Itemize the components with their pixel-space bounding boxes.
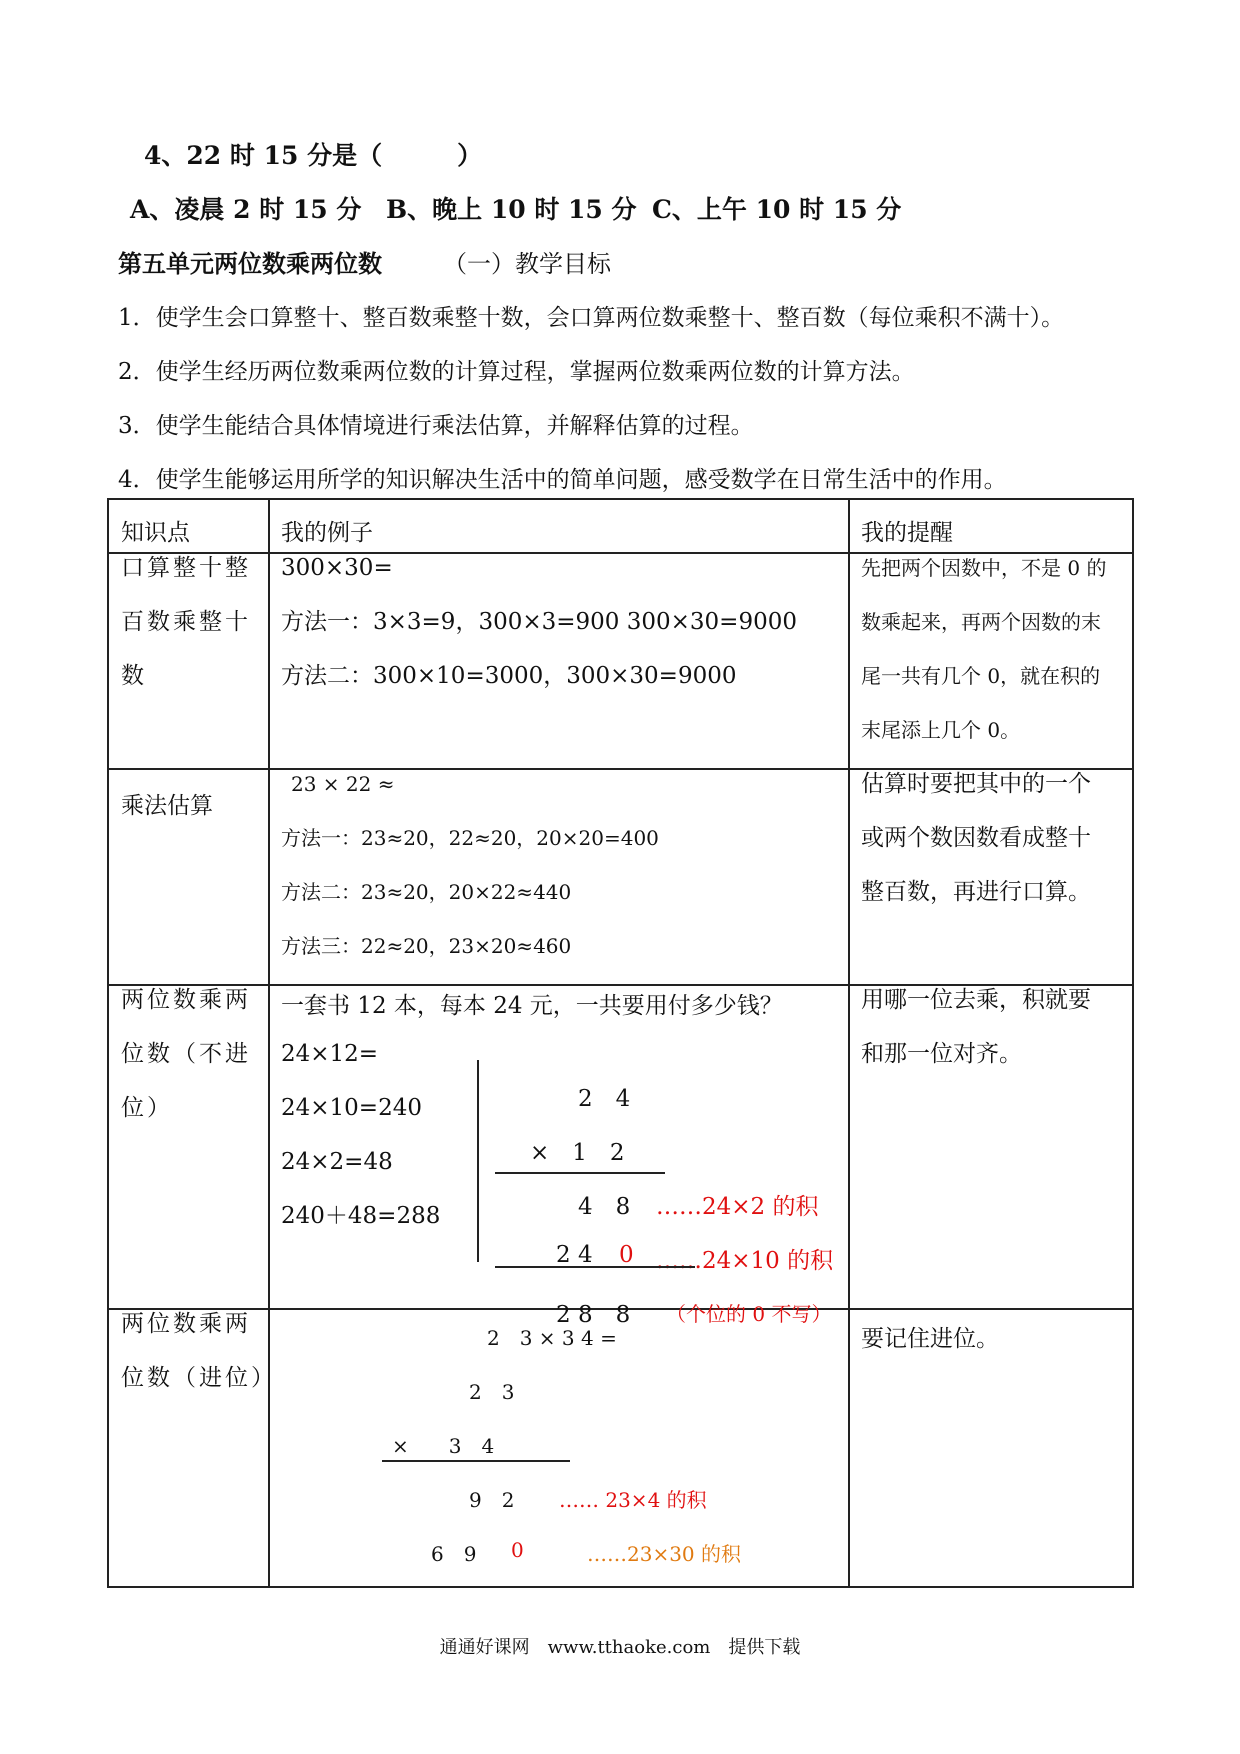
row4-vertical-partial-1: 9 2 (469, 1488, 515, 1512)
objective-3: 3．使学生能结合具体情境进行乘法估算，并解释估算的过程。 (118, 413, 754, 439)
header-example: 我的例子 (281, 520, 373, 546)
unit-title: 第五单元两位数乘两位数 (118, 249, 382, 278)
header-tip: 我的提醒 (861, 520, 953, 546)
row4-vertical-top: 2 3 (469, 1380, 515, 1404)
knowledge-table (107, 498, 1134, 1588)
row2-example: 23 × 22 ≈ 方法一：23≈20，22≈20，20×20=400 方法二：23≈20，20×22≈440 方法三：22≈20，23×20≈460 (281, 772, 659, 958)
row4-expression: 2 3 × 3 4 = (487, 1326, 617, 1350)
row4-note-23x30: ……23×30 的积 (587, 1542, 742, 1566)
option-c: C、上午 10 时 15 分 (652, 195, 902, 224)
vertical-partial-2: 2 4 (556, 1242, 593, 1268)
vertical-zero: 0 (619, 1242, 634, 1268)
row1-topic: 口算整十整 百数乘整十 数 (121, 555, 251, 689)
vertical-partial-1: 4 8 (578, 1194, 631, 1220)
vertical-multiplier: × 1 2 (530, 1140, 625, 1166)
divider-line (477, 1060, 479, 1262)
vertical-rule (495, 1172, 665, 1174)
table-col-divider (848, 500, 850, 1586)
row4-vertical-partial-2: 6 9 (431, 1542, 477, 1566)
row4-vertical-rule (382, 1460, 570, 1462)
option-b: B、晚上 10 时 15 分 (386, 195, 637, 224)
goals-title: （一）教学目标 (443, 250, 611, 278)
row1-example: 300×30= 方法一：3×3=9，300×3=900 300×30=9000 方法二：300×10=3000，300×30=9000 (281, 555, 797, 689)
row3-question: 一套书 12 本，每本 24 元，一共要用付多少钱？ (281, 993, 783, 1019)
question-4-stem: 4、22 时 15 分是（ ） (144, 141, 483, 170)
row3-topic: 两位数乘两 位数（不进 位） (121, 987, 251, 1121)
vertical-top: 2 4 (578, 1086, 631, 1112)
row4-vertical-zero: 0 (511, 1538, 524, 1562)
note-zero-omitted: （个位的 0 不写） (666, 1302, 832, 1326)
header-topic: 知识点 (121, 520, 190, 546)
row3-steps: 24×12= 24×10=240 24×2=48 240＋48=288 (281, 1041, 441, 1229)
option-a: A、凌晨 2 时 15 分 (130, 195, 362, 224)
vertical-result: 2 8 8 (556, 1302, 631, 1328)
row1-tip: 先把两个因数中，不是 0 的 数乘起来，再两个因数的末 尾一共有几个 0，就在积的 末尾添上几个 0。 (861, 556, 1107, 742)
vertical-rule (495, 1266, 695, 1268)
row4-tip: 要记住进位。 (861, 1326, 999, 1352)
page-footer: 通通好课网 www.tthaoke.com 提供下载 (439, 1637, 801, 1658)
objective-1: 1．使学生会口算整十、整百数乘整十数，会口算两位数乘整十、整百数（每位乘积不满十）。 (118, 305, 1065, 331)
objective-2: 2．使学生经历两位数乘两位数的计算过程，掌握两位数乘两位数的计算方法。 (118, 359, 915, 385)
row3-tip: 用哪一位去乘，积就要 和那一位对齐。 (861, 987, 1091, 1067)
row2-topic: 乘法估算 (121, 793, 213, 819)
row4-vertical-multiplier: × 3 4 (392, 1434, 495, 1458)
row2-tip: 估算时要把其中的一个 或两个数因数看成整十 整百数，再进行口算。 (861, 771, 1091, 905)
objective-4: 4．使学生能够运用所学的知识解决生活中的简单问题，感受数学在日常生活中的作用。 (118, 467, 1007, 493)
note-24x10: ……24×10 的积 (656, 1248, 834, 1274)
note-24x2: ……24×2 的积 (656, 1194, 819, 1220)
table-col-divider (268, 500, 270, 1586)
row4-topic: 两位数乘两 位数（进位） (121, 1311, 277, 1391)
row4-note-23x4: …… 23×4 的积 (559, 1488, 707, 1512)
